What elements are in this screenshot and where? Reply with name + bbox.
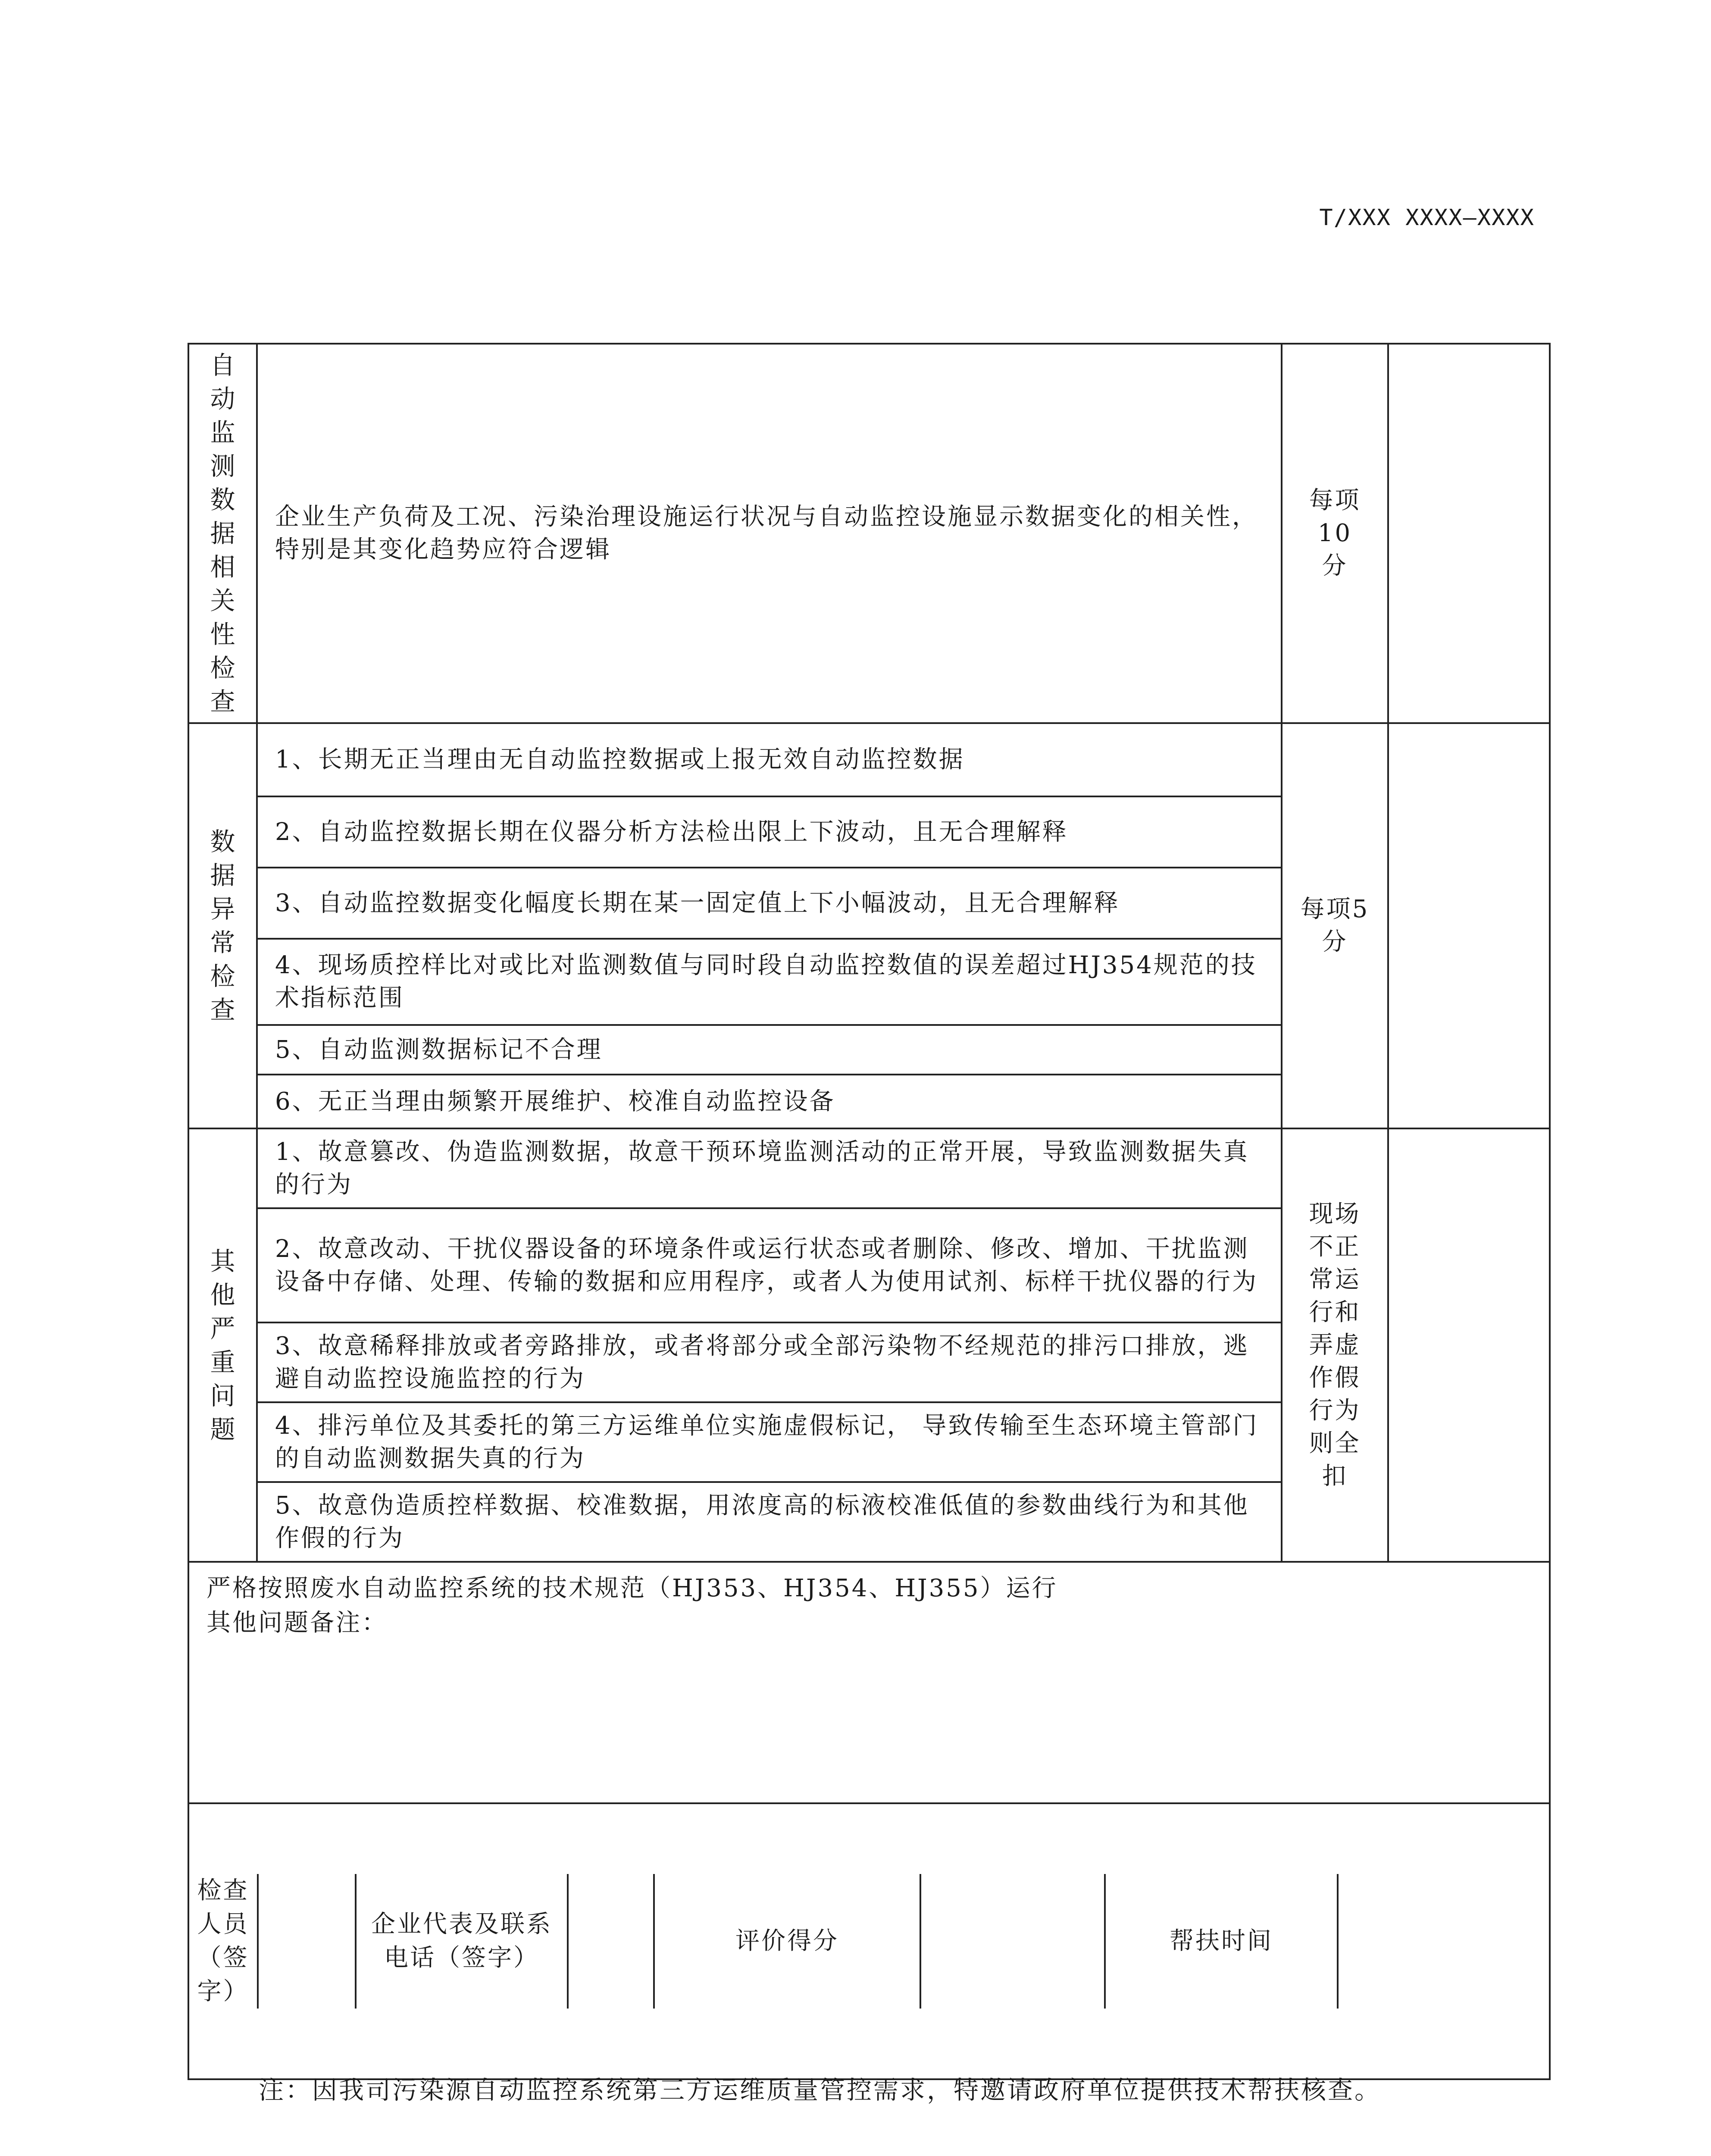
stacked-text-segment: 测	[210, 451, 235, 481]
serious-item: 2、故意改动、干扰仪器设备的环境条件或运行状态或者删除、修改、增加、干扰监测设备中存储、处理、传输的数据和应用程序，或者人为使用试剂、标样干扰仪器的行为	[257, 1208, 1282, 1322]
stacked-text-segment: 查	[210, 687, 235, 716]
stacked-text-segment: 相	[210, 552, 235, 582]
time-label: 帮扶时间	[1105, 1874, 1338, 2009]
notes-cell[interactable]	[188, 1562, 1550, 1803]
serious-category	[188, 1128, 257, 1562]
serious-result-cell[interactable]	[1388, 1128, 1550, 1562]
score-field[interactable]	[920, 1874, 1105, 2009]
correlation-score	[1282, 344, 1388, 723]
stacked-text-segment: 字	[197, 1977, 223, 2006]
anomaly-item: 1、长期无正当理由无自动监控数据或上报无效自动监控数据	[257, 723, 1282, 796]
score-label: 评价得分	[654, 1874, 920, 2009]
document-code: T/XXX XXXX—XXXX	[1319, 205, 1535, 231]
serious-score	[1282, 1128, 1388, 1562]
notes-standard-text: 严格按照废水自动监控系统的技术规范（HJ353、HJ354、HJ355）运行	[206, 1574, 1058, 1602]
stacked-text-segment: 查	[210, 995, 235, 1025]
stacked-text-segment: 检	[197, 1877, 223, 1905]
stacked-text-segment: 10	[1317, 519, 1352, 547]
stacked-text-segment: 现场	[1309, 1200, 1361, 1228]
stacked-text-segment: 分	[1322, 552, 1348, 580]
stacked-text-segment: 数	[210, 485, 235, 514]
stacked-text-segment: 检	[210, 962, 235, 991]
stacked-text-segment: 题	[210, 1414, 235, 1444]
stacked-text-segment: 每项5	[1300, 895, 1370, 923]
stacked-text-segment: 重	[210, 1347, 235, 1377]
stacked-text-segment: 数	[210, 827, 235, 856]
notes-other-label: 其他问题备注：	[206, 1609, 388, 1637]
stacked-text-segment: 作假	[1309, 1363, 1361, 1392]
serious-item: 5、故意伪造质控样数据、校准数据，用浓度高的标液校准低值的参数曲线行为和其他作假的行为	[257, 1482, 1282, 1562]
stacked-text-segment: 据	[210, 519, 235, 548]
stacked-text-segment: 问	[210, 1381, 235, 1410]
stacked-text-segment: 行和	[1309, 1298, 1361, 1326]
stacked-text-segment: ）	[223, 1977, 249, 2006]
stacked-text-segment: 关	[210, 586, 235, 615]
stacked-text-segment: 动	[210, 384, 235, 414]
stacked-text-segment: 不正	[1309, 1232, 1361, 1261]
stacked-text-segment: 则全	[1309, 1429, 1361, 1457]
enterprise-rep-field[interactable]	[568, 1874, 654, 2009]
anomaly-category	[188, 723, 257, 1128]
time-field[interactable]	[1338, 1874, 1551, 2009]
stacked-text-segment: 监	[210, 418, 235, 447]
stacked-text-segment: 据	[210, 861, 235, 890]
correlation-category	[188, 344, 257, 723]
serious-item: 4、排污单位及其委托的第三方运维单位实施虚假标记， 导致传输至生态环境主管部门的自动监测数据失真的行为	[257, 1402, 1282, 1482]
stacked-text-segment: 员	[223, 1910, 249, 1938]
stacked-text-segment: （	[197, 1944, 223, 1972]
inspector-label	[189, 1874, 258, 2009]
notes-row	[188, 1562, 1550, 1803]
signature-row	[188, 1803, 1550, 2079]
stacked-text-segment: 严	[210, 1313, 235, 1343]
stacked-text-segment: 人	[197, 1910, 223, 1938]
inspection-table	[188, 343, 1551, 2080]
stacked-text-segment: 性	[210, 620, 235, 649]
inspector-signature-field[interactable]	[258, 1874, 356, 2009]
stacked-text-segment: 异	[210, 894, 235, 924]
anomaly-result-cell[interactable]	[1388, 723, 1550, 1128]
serious-item: 3、故意稀释排放或者旁路排放，或者将部分或全部污染物不经规范的排污口排放，逃避自动监控设施监控的行为	[257, 1322, 1282, 1402]
stacked-text-segment: 他	[210, 1280, 235, 1310]
stacked-text-segment: 签	[223, 1944, 249, 1972]
correlation-criterion: 企业生产负荷及工况、污染治理设施运行状况与自动监控设施显示数据变化的相关性，特别是其变化趋势应符合逻辑	[257, 344, 1282, 723]
signature-container	[188, 1803, 1550, 2079]
anomaly-item: 5、自动监测数据标记不合理	[257, 1025, 1282, 1075]
stacked-text-segment: 扣	[1322, 1462, 1348, 1490]
serious-row	[188, 1128, 1550, 1208]
anomaly-item: 6、无正当理由频繁开展维护、校准自动监控设备	[257, 1075, 1282, 1128]
stacked-text-segment: 其	[210, 1246, 235, 1276]
anomaly-item: 2、自动监控数据长期在仪器分析方法检出限上下波动，且无合理解释	[257, 796, 1282, 868]
stacked-text-segment: 弄虚	[1309, 1331, 1361, 1359]
stacked-text-segment: 检	[210, 653, 235, 683]
enterprise-rep-label: 企业代表及联系电话（签字）	[356, 1874, 568, 2009]
anomaly-row	[188, 723, 1550, 796]
stacked-text-segment: 常	[210, 928, 235, 957]
stacked-text-segment: 查	[223, 1877, 249, 1905]
footnote: 注：因我司污染源自动监控系统第三方运维质量管控需求，特邀请政府单位提供技术帮扶核查。	[259, 2075, 1382, 2105]
anomaly-item: 4、现场质控样比对或比对监测数值与同时段自动监控数值的误差超过HJ354规范的技术指标范围	[257, 939, 1282, 1025]
correlation-row	[188, 344, 1550, 723]
stacked-text-segment: 自	[210, 351, 235, 380]
correlation-result-cell[interactable]	[1388, 344, 1550, 723]
anomaly-score	[1282, 723, 1388, 1128]
stacked-text-segment: 每项	[1309, 486, 1361, 514]
serious-item: 1、故意篡改、伪造监测数据，故意干预环境监测活动的正常开展，导致监测数据失真的行为	[257, 1128, 1282, 1208]
signature-table	[189, 1874, 1551, 2009]
anomaly-item: 3、自动监控数据变化幅度长期在某一固定值上下小幅波动，且无合理解释	[257, 868, 1282, 939]
stacked-text-segment: 常运	[1309, 1265, 1361, 1294]
stacked-text-segment: 分	[1322, 928, 1348, 956]
stacked-text-segment: 行为	[1309, 1396, 1361, 1425]
